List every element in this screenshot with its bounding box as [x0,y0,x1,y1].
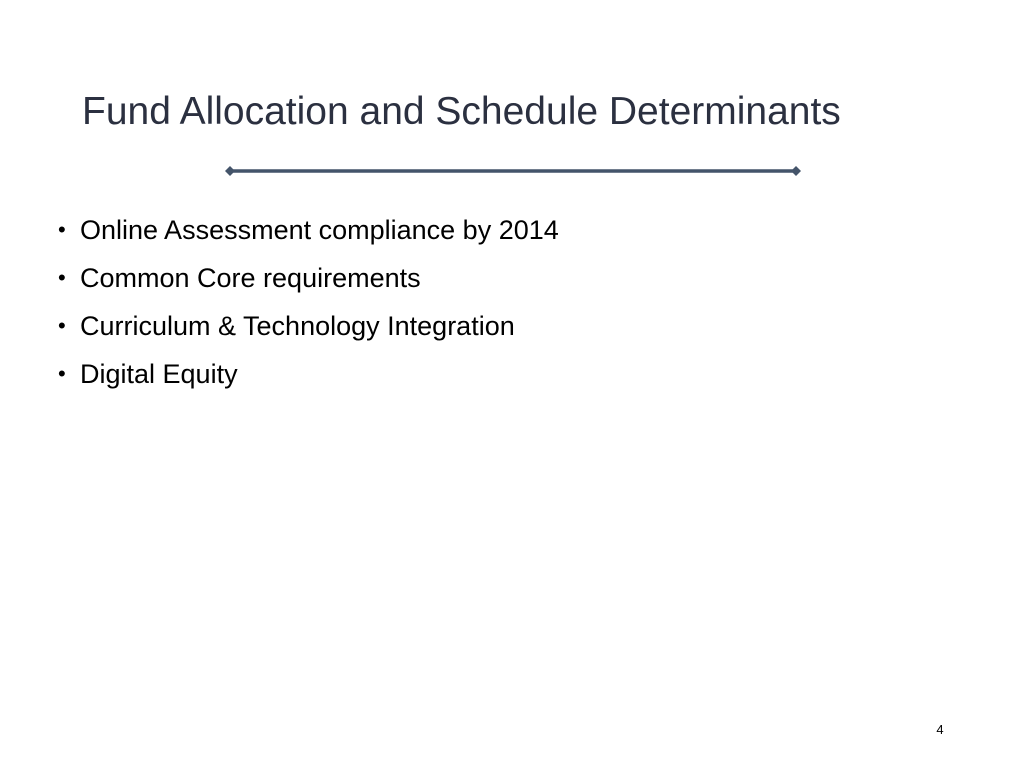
bullet-item [58,302,559,350]
page-number: 4 [936,722,944,737]
bullet-item [58,350,559,398]
bullet-item [58,254,559,302]
bullet-text: Digital Equity [80,358,238,389]
slide-title: Fund Allocation and Schedule Determinants [82,90,841,133]
divider-left-diamond [225,166,235,176]
bullet-dot-icon: • [58,313,66,338]
bullet-list [58,206,559,398]
bullet-text: Common Core requirements [80,262,421,293]
bullet-text: Curriculum & Technology Integration [80,310,515,341]
title-divider [224,163,802,179]
divider-right-diamond [791,166,801,176]
bullet-dot-icon: • [58,217,66,242]
bullet-text: Online Assessment compliance by 2014 [80,214,559,245]
bullet-item [58,206,559,254]
bullet-dot-icon: • [58,361,66,386]
bullet-dot-icon: • [58,265,66,290]
